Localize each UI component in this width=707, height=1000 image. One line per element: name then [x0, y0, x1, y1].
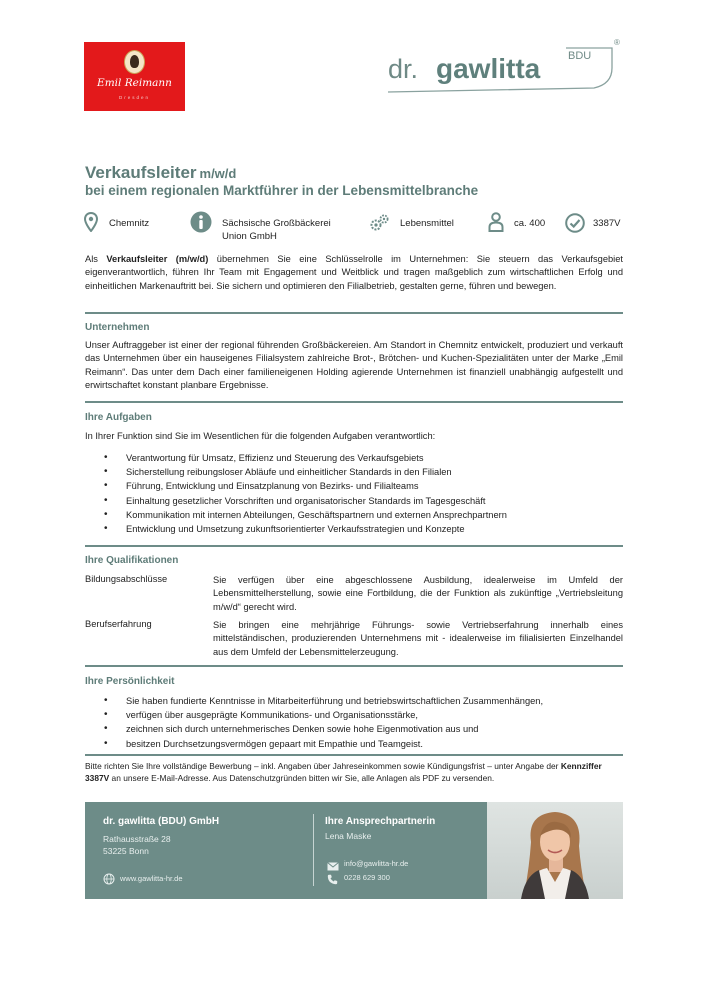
- logo-dr-text: dr.: [388, 54, 419, 84]
- fact-reference: 3387V: [593, 218, 621, 229]
- logo-bdu-text: BDU: [568, 50, 592, 62]
- globe-icon: [103, 872, 115, 890]
- footer-company-name: dr. gawlitta (BDU) GmbH: [103, 816, 220, 827]
- footer-phone-link[interactable]: 0228 629 300: [344, 873, 390, 882]
- phone-icon: [327, 872, 338, 890]
- application-note: [85, 761, 625, 784]
- location-pin-icon: [84, 212, 98, 237]
- application-note-bold: Kennziffer 3387V: [85, 761, 602, 783]
- fact-company-line2: Union GmbH: [222, 231, 277, 242]
- section-divider: [85, 665, 623, 667]
- emil-logo-brand: Emil Reimann: [97, 77, 172, 89]
- intro-bold: Verkaufsleiter (m/w/d): [106, 254, 209, 264]
- portrait-medal-icon: [124, 50, 145, 74]
- list-item: • besitzen Durchsetzungsvermögen gepaart mit Empathie und Teamgeist.: [85, 737, 623, 751]
- list-item: • Kommunikation mit internen Abteilungen, Geschäftspartnern und externen Ansprechpartnern: [85, 508, 623, 522]
- application-note-rest: an unsere E-Mail-Adresse. Aus Datenschutzgründen bitten wir Sie, alle Anlagen als PDF zu versenden.: [109, 772, 495, 783]
- tasks-intro: In Ihrer Funktion sind Sie im Wesentlichen für die folgenden Aufgaben verantwortlich:: [85, 431, 436, 441]
- list-item: • verfügen über ausgeprägte Kommunikations- und Organisationsstärke,: [85, 708, 623, 722]
- fact-company-line1: Sächsische Großbäckerei: [222, 218, 331, 229]
- job-title-suffix: m/w/d: [199, 166, 237, 181]
- fact-location: Chemnitz: [109, 218, 150, 229]
- footer-website-link[interactable]: www.gawlitta-hr.de: [120, 874, 183, 883]
- tasks-list: [85, 451, 623, 536]
- footer-email-link[interactable]: info@gawlitta-hr.de: [344, 859, 409, 868]
- qualification-label: Berufserfahrung: [85, 619, 152, 629]
- job-subtitle: bei einem regionalen Marktführer in der Lebensmittelbranche: [85, 183, 479, 198]
- list-item: • zeichnen sich durch unternehmerisches Denken sowie hohe Eigenmotivation aus und: [85, 722, 623, 736]
- info-icon: [190, 211, 212, 238]
- list-item: • Führung, Entwicklung und Einsatzplanung von Bezirks- und Filialteams: [85, 479, 623, 493]
- logo-registered-mark: ®: [614, 38, 620, 47]
- personality-list: [85, 694, 623, 751]
- section-divider: [85, 754, 623, 756]
- emil-logo-city: Dresden: [118, 95, 150, 100]
- qualification-label: Bildungsabschlüsse: [85, 574, 168, 584]
- qualification-text: Sie verfügen über eine abgeschlossene Ausbildung, idealerweise im Umfeld der Lebensmittelherstellung, sowie eine Fortbildung, die der Funktion als zukünftige „Vertriebsleitung m/w/d“ gerecht wird.: [213, 575, 623, 612]
- emil-reimann-logo: [84, 42, 185, 111]
- fact-industry: Lebensmittel: [400, 218, 454, 229]
- list-item: • Verantwortung für Umsatz, Effizienz und Steuerung des Verkaufsgebiets: [85, 451, 623, 465]
- job-title: [85, 163, 236, 183]
- qualification-text: Sie bringen eine mehrjährige Führungs- sowie Vertriebserfahrung innerhalb eines mittelständischen, produzierenden Unternehmens mit - idealerweise im filialisierten Einzelhandel aus dem Umfeld der Lebensmittelerzeugung.: [213, 620, 623, 657]
- list-item: • Entwicklung und Umsetzung zukunftsorientierter Verkaufsstrategien und Konzepte: [85, 522, 623, 536]
- fact-employees: ca. 400: [514, 218, 546, 229]
- person-icon: [488, 212, 504, 237]
- section-divider: [85, 312, 623, 314]
- list-item: • Einhaltung gesetzlicher Vorschriften und organisatorischer Standards im Tagesgeschäft: [85, 494, 623, 508]
- job-title-text: Verkaufsleiter: [85, 163, 197, 182]
- footer-street: Rathausstraße 28: [103, 834, 171, 844]
- section-heading-qualifications: Ihre Qualifikationen: [85, 555, 179, 566]
- list-item: • Sie haben fundierte Kenntnisse in Mitarbeiterführung und betriebswirtschaftlichen Zusammenhängen,: [85, 694, 623, 708]
- company-paragraph: Unser Auftraggeber ist einer der regional führenden Großbäckereien. Am Standort in Chemnitz entwickelt, produziert und verkauft das Unternehmen über ein hauseigenes Filialsystem zahlreiche Brot-, Brötchen- und Kuchen-Spezialitäten unter der Marke „Emil Reimann“. Das unter dem Dach einer familieneigenen Holding agierende Unternehmen ist finanziell unabhängig aufgestellt und erwirtschaftet konstant planbare Ergebnisse.: [85, 340, 623, 390]
- section-heading-tasks: Ihre Aufgaben: [85, 412, 152, 423]
- section-divider: [85, 545, 623, 547]
- footer-divider: [313, 814, 314, 886]
- section-heading-personality: Ihre Persönlichkeit: [85, 676, 175, 687]
- check-circle-icon: [565, 213, 585, 238]
- intro-rest: übernehmen Sie eine Schlüsselrolle im Unternehmen: Sie steuern das Verkaufsgebiet eigenverantwortlich, führen Ihr Team mit Engagement und Weitblick und tragen maßgeblich zum wirtschaftlichen Erfolg und einheitlichen Markenauftritt bei. Sie sichern und optimieren den Filialbetrieb, gestalten gerne, führen und bewegen.: [85, 254, 623, 291]
- footer-contact-heading: Ihre Ansprechpartnerin: [325, 816, 436, 827]
- gears-icon: [369, 213, 391, 238]
- footer-banner: [85, 802, 623, 899]
- footer-contact-name: Lena Maske: [325, 831, 372, 841]
- footer-city: 53225 Bonn: [103, 846, 149, 856]
- application-note-text: Bitte richten Sie Ihre vollständige Bewerbung – inkl. Angaben über Jahreseinkommen sowie Kündigungsfrist – unter Angabe der: [85, 761, 561, 771]
- section-divider: [85, 401, 623, 403]
- contact-person-photo: [487, 802, 623, 899]
- intro-lead: Als: [85, 254, 107, 264]
- intro-paragraph: [85, 253, 623, 293]
- dr-gawlitta-logo: [388, 38, 628, 100]
- section-heading-company: Unternehmen: [85, 322, 150, 333]
- list-item: • Sicherstellung reibungsloser Abläufe und einheitlicher Standards in den Filialen: [85, 465, 623, 479]
- logo-gawlitta-text: gawlitta: [436, 53, 541, 84]
